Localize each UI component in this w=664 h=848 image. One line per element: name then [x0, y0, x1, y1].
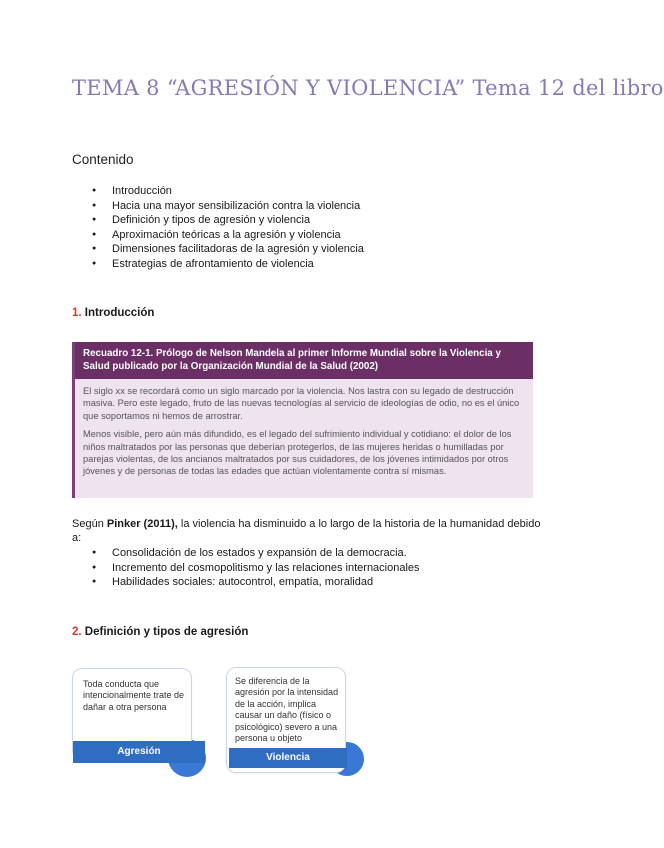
pinker-paragraph — [72, 517, 542, 545]
contents-item: ● Hacia una mayor sensibilización contra la violencia — [92, 199, 364, 214]
contents-item: ● Dimensiones facilitadoras de la agresión y violencia — [92, 242, 364, 257]
pinker-citation: Pinker (2011), — [106, 518, 178, 530]
reason-item: ● Consolidación de los estados y expansión de la democracia. — [92, 546, 420, 561]
section-number: 1. — [72, 307, 82, 319]
page-title: TEMA 8 “AGRESIÓN Y VIOLENCIA” Tema 12 del libro — [72, 76, 664, 100]
reason-item: ● Incremento del cosmopolitismo y las relaciones internacionales — [92, 561, 420, 576]
section-title: Introducción — [84, 307, 155, 319]
quote-paragraph: El siglo xx se recordará como un siglo marcado por la violencia. Nos lastra con su legado de destrucción masiva. Pero este legado, fruto de las nuevas tecnologías al servicio de ideologías de odio, no es el único que soportamos ni hemos de arrostrar. — [83, 386, 520, 421]
contents-item: ● Estrategias de afrontamiento de violencia — [92, 257, 364, 272]
violencia-definition: Se diferencia de la agresión por la intensidad de la acción, implica causar un daño (físico o psicológico) severo a una persona u objeto — [235, 676, 339, 744]
reason-item: ● Habilidades sociales: autocontrol, empatía, moralidad — [92, 575, 420, 590]
contents-item: ● Definición y tipos de agresión y violencia — [92, 213, 364, 228]
quote-box — [72, 342, 533, 498]
contents-heading: Contenido — [72, 152, 134, 167]
contents-item: ● Introducción — [92, 184, 364, 199]
pinker-text: la violencia ha disminuido a lo largo de la historia de la humanidad debido a: — [72, 518, 541, 544]
violencia-label: Violencia — [229, 748, 347, 768]
section-heading-definicion — [72, 626, 248, 638]
contents-item: ● Aproximación teóricas a la agresión y violencia — [92, 228, 364, 243]
agresion-card — [72, 668, 192, 760]
section-number: 2. — [72, 626, 82, 638]
violencia-card — [226, 667, 346, 773]
reasons-list — [92, 546, 420, 590]
contents-list — [92, 184, 364, 272]
agresion-definition: Toda conducta que intencionalmente trate de dañar a otra persona — [83, 679, 185, 712]
pinker-text: Según — [72, 518, 107, 530]
quote-box-body — [75, 379, 533, 490]
agresion-label: Agresión — [73, 741, 205, 763]
quote-paragraph: Menos visible, pero aún más difundido, es el legado del sufrimiento individual y cotidiano: el dolor de los niños maltratados por las personas que deberían protegerlos, de las mujeres heridas o humilladas por parejas violentas, de los ancianos maltratados por sus cuidadores, de los jóvenes intimidados por otros jóvenes y de personas de todas las edades que actúan violentamente contra sí mismas. — [83, 429, 512, 477]
section-heading-introduccion — [72, 307, 154, 319]
quote-box-header: Recuadro 12-1. Prólogo de Nelson Mandela al primer Informe Mundial sobre la Violencia y Salud publicado por la Organización Mundial de la Salud (2002) — [75, 342, 533, 379]
section-title: Definición y tipos de agresión — [84, 626, 249, 638]
